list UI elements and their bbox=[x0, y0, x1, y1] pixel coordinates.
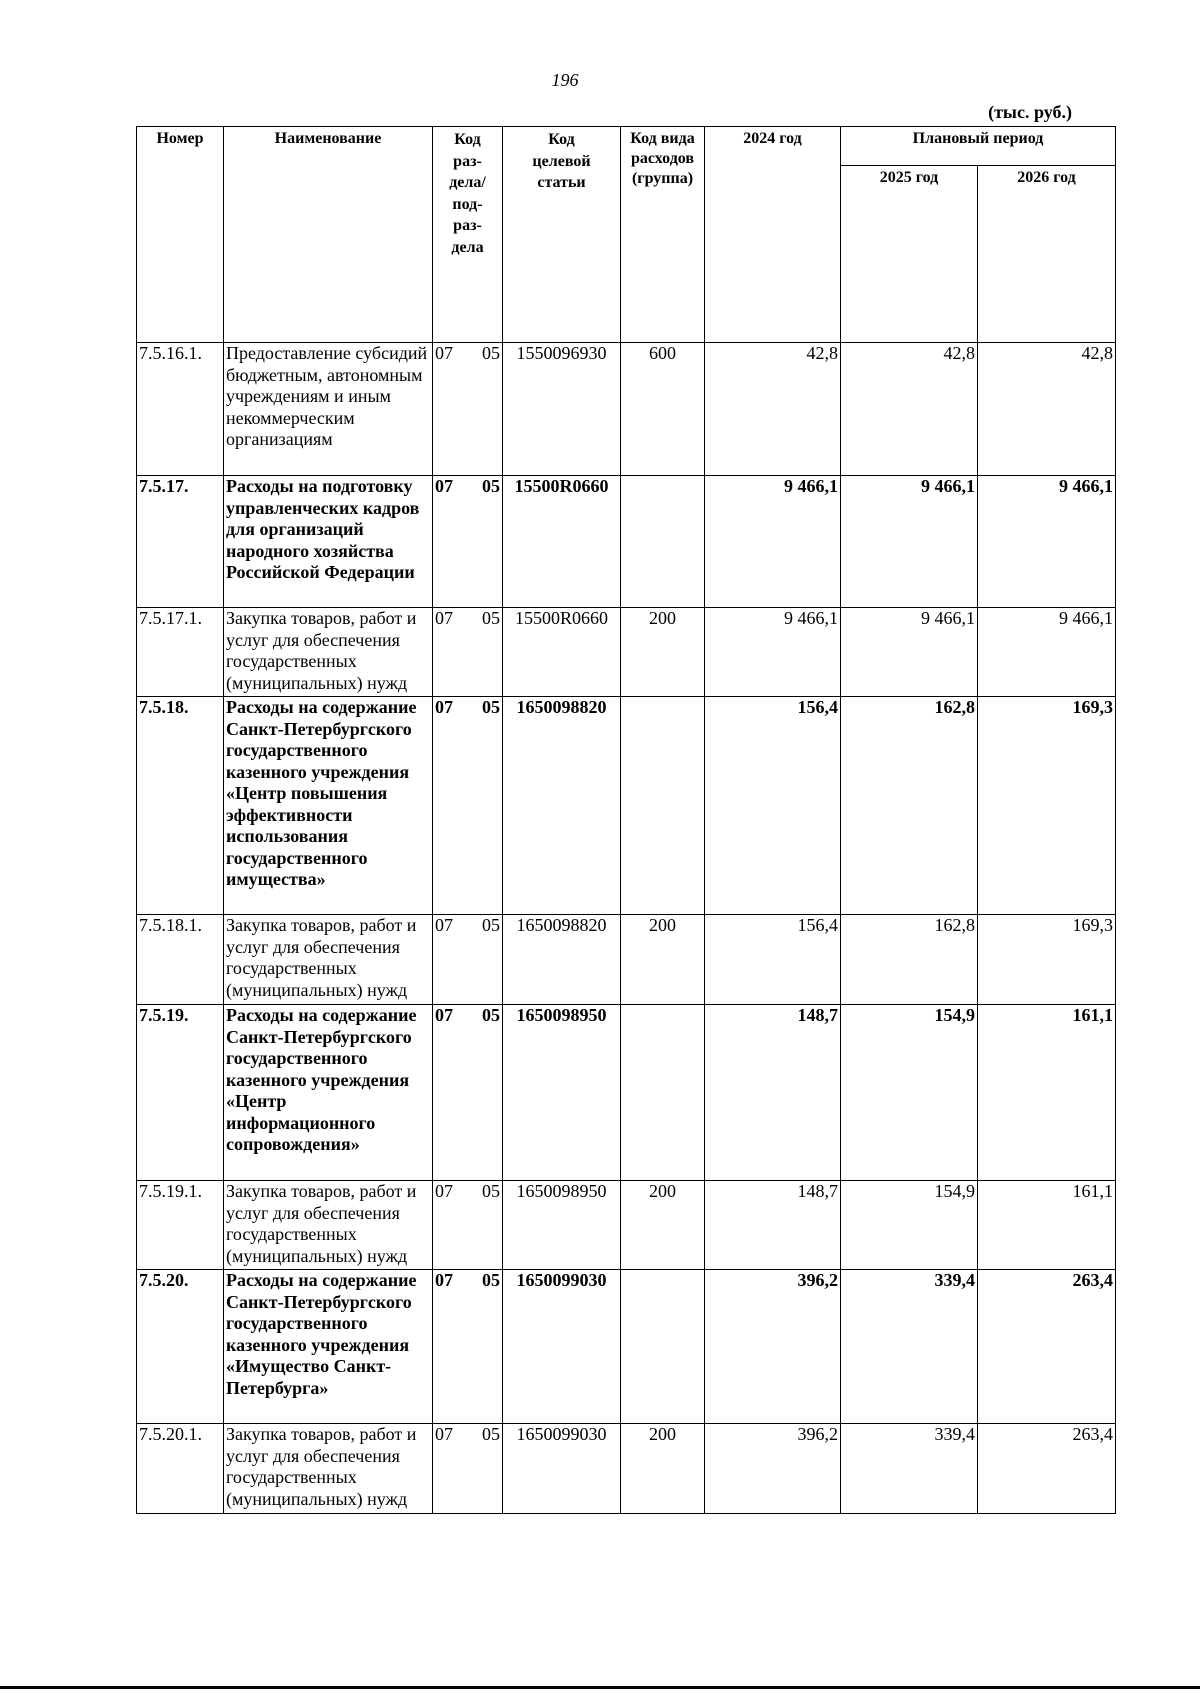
row-group-code bbox=[621, 697, 705, 915]
row-value-2026: 161,1 bbox=[978, 1005, 1116, 1181]
row-target-code: 1650098820 bbox=[503, 697, 621, 915]
row-value-2026: 9 466,1 bbox=[978, 608, 1116, 697]
row-value-2024: 9 466,1 bbox=[705, 608, 841, 697]
row-section-code bbox=[433, 915, 503, 1005]
table-row bbox=[137, 1424, 1116, 1514]
row-value-2025: 9 466,1 bbox=[841, 608, 978, 697]
row-value-2025: 339,4 bbox=[841, 1424, 978, 1514]
row-value-2025: 154,9 bbox=[841, 1005, 978, 1181]
row-value-2024: 9 466,1 bbox=[705, 476, 841, 608]
table-row bbox=[137, 915, 1116, 1005]
row-target-code: 1650098950 bbox=[503, 1005, 621, 1181]
unit-label: (тыс. руб.) bbox=[988, 102, 1072, 122]
section-code: 07 bbox=[435, 1005, 453, 1025]
row-group-code: 200 bbox=[621, 608, 705, 697]
row-section-code bbox=[433, 476, 503, 608]
row-number: 7.5.18. bbox=[137, 697, 224, 915]
header-section: Код раз-дела/ под-раз-дела bbox=[433, 127, 503, 343]
row-value-2025: 162,8 bbox=[841, 697, 978, 915]
header-2024: 2024 год bbox=[705, 127, 841, 343]
header-2026: 2026 год bbox=[978, 166, 1116, 343]
scan-edge-line bbox=[0, 1686, 1200, 1689]
header-row-1 bbox=[137, 127, 1116, 166]
row-name: Расходы на содержание Санкт-Петербургского государственного казенного учреждения «Центр информационного сопровождения» bbox=[224, 1005, 433, 1181]
section-code: 07 bbox=[435, 476, 453, 496]
row-target-code: 15500R0660 bbox=[503, 476, 621, 608]
row-name: Расходы на подготовку управленческих кадров для организаций народного хозяйства Российской Федерации bbox=[224, 476, 433, 608]
section-code: 07 bbox=[435, 1424, 453, 1444]
header-number: Номер bbox=[137, 127, 224, 343]
table-row bbox=[137, 1270, 1116, 1424]
row-value-2026: 169,3 bbox=[978, 697, 1116, 915]
table-row bbox=[137, 343, 1116, 476]
section-code: 07 bbox=[435, 343, 453, 363]
row-target-code: 1650099030 bbox=[503, 1270, 621, 1424]
row-section-code bbox=[433, 1181, 503, 1270]
row-value-2025: 154,9 bbox=[841, 1181, 978, 1270]
row-target-code: 15500R0660 bbox=[503, 608, 621, 697]
header-name: Наименование bbox=[224, 127, 433, 343]
row-group-code: 600 bbox=[621, 343, 705, 476]
row-number: 7.5.16.1. bbox=[137, 343, 224, 476]
subsection-code: 05 bbox=[482, 476, 500, 496]
row-value-2026: 169,3 bbox=[978, 915, 1116, 1005]
row-name: Закупка товаров, работ и услуг для обеспечения государственных (муниципальных) нужд bbox=[224, 608, 433, 697]
row-value-2024: 156,4 bbox=[705, 697, 841, 915]
row-name: Закупка товаров, работ и услуг для обеспечения государственных (муниципальных) нужд bbox=[224, 915, 433, 1005]
row-target-code: 1650098950 bbox=[503, 1181, 621, 1270]
row-section-code bbox=[433, 343, 503, 476]
row-value-2024: 396,2 bbox=[705, 1424, 841, 1514]
header-target: Код целевой статьи bbox=[503, 127, 621, 343]
row-name: Предоставление субсидий бюджетным, автономным учреждениям и иным некоммерческим организациям bbox=[224, 343, 433, 476]
row-section-code bbox=[433, 1005, 503, 1181]
row-value-2025: 9 466,1 bbox=[841, 476, 978, 608]
table-row bbox=[137, 1181, 1116, 1270]
row-target-code: 1550096930 bbox=[503, 343, 621, 476]
row-value-2025: 42,8 bbox=[841, 343, 978, 476]
row-value-2024: 148,7 bbox=[705, 1181, 841, 1270]
section-code: 07 bbox=[435, 1181, 453, 1201]
subsection-code: 05 bbox=[482, 1181, 500, 1201]
table-row bbox=[137, 1005, 1116, 1181]
row-number: 7.5.18.1. bbox=[137, 915, 224, 1005]
row-value-2026: 263,4 bbox=[978, 1424, 1116, 1514]
table-row bbox=[137, 608, 1116, 697]
subsection-code: 05 bbox=[482, 343, 500, 363]
row-section-code bbox=[433, 608, 503, 697]
row-number: 7.5.19.1. bbox=[137, 1181, 224, 1270]
row-name: Расходы на содержание Санкт-Петербургского государственного казенного учреждения «Имущество Санкт-Петербурга» bbox=[224, 1270, 433, 1424]
header-planned-period: Плановый период bbox=[841, 127, 1116, 166]
row-number: 7.5.17. bbox=[137, 476, 224, 608]
row-value-2025: 339,4 bbox=[841, 1270, 978, 1424]
row-target-code: 1650098820 bbox=[503, 915, 621, 1005]
row-value-2026: 161,1 bbox=[978, 1181, 1116, 1270]
header-2025: 2025 год bbox=[841, 166, 978, 343]
row-group-code: 200 bbox=[621, 1424, 705, 1514]
subsection-code: 05 bbox=[482, 1270, 500, 1290]
row-target-code: 1650099030 bbox=[503, 1424, 621, 1514]
row-group-code: 200 bbox=[621, 915, 705, 1005]
row-section-code bbox=[433, 697, 503, 915]
section-code: 07 bbox=[435, 608, 453, 628]
table-row bbox=[137, 476, 1116, 608]
row-value-2024: 396,2 bbox=[705, 1270, 841, 1424]
row-value-2026: 263,4 bbox=[978, 1270, 1116, 1424]
section-code: 07 bbox=[435, 915, 453, 935]
row-value-2024: 148,7 bbox=[705, 1005, 841, 1181]
subsection-code: 05 bbox=[482, 1005, 500, 1025]
row-name: Расходы на содержание Санкт-Петербургского государственного казенного учреждения «Центр повышения эффективности использования государственного имущества» bbox=[224, 697, 433, 915]
row-group-code bbox=[621, 476, 705, 608]
row-group-code bbox=[621, 1270, 705, 1424]
row-section-code bbox=[433, 1270, 503, 1424]
row-value-2026: 9 466,1 bbox=[978, 476, 1116, 608]
row-number: 7.5.20.1. bbox=[137, 1424, 224, 1514]
header-group: Код вида расходов (группа) bbox=[621, 127, 705, 343]
row-group-code bbox=[621, 1005, 705, 1181]
subsection-code: 05 bbox=[482, 1424, 500, 1444]
subsection-code: 05 bbox=[482, 697, 500, 717]
subsection-code: 05 bbox=[482, 915, 500, 935]
table-row bbox=[137, 697, 1116, 915]
page-number: 196 bbox=[551, 70, 579, 90]
row-group-code: 200 bbox=[621, 1181, 705, 1270]
row-number: 7.5.17.1. bbox=[137, 608, 224, 697]
row-name: Закупка товаров, работ и услуг для обеспечения государственных (муниципальных) нужд bbox=[224, 1181, 433, 1270]
row-value-2025: 162,8 bbox=[841, 915, 978, 1005]
budget-table bbox=[136, 126, 1116, 1514]
row-value-2026: 42,8 bbox=[978, 343, 1116, 476]
section-code: 07 bbox=[435, 1270, 453, 1290]
row-number: 7.5.20. bbox=[137, 1270, 224, 1424]
row-section-code bbox=[433, 1424, 503, 1514]
row-name: Закупка товаров, работ и услуг для обеспечения государственных (муниципальных) нужд bbox=[224, 1424, 433, 1514]
row-value-2024: 42,8 bbox=[705, 343, 841, 476]
subsection-code: 05 bbox=[482, 608, 500, 628]
section-code: 07 bbox=[435, 697, 453, 717]
row-number: 7.5.19. bbox=[137, 1005, 224, 1181]
row-value-2024: 156,4 bbox=[705, 915, 841, 1005]
